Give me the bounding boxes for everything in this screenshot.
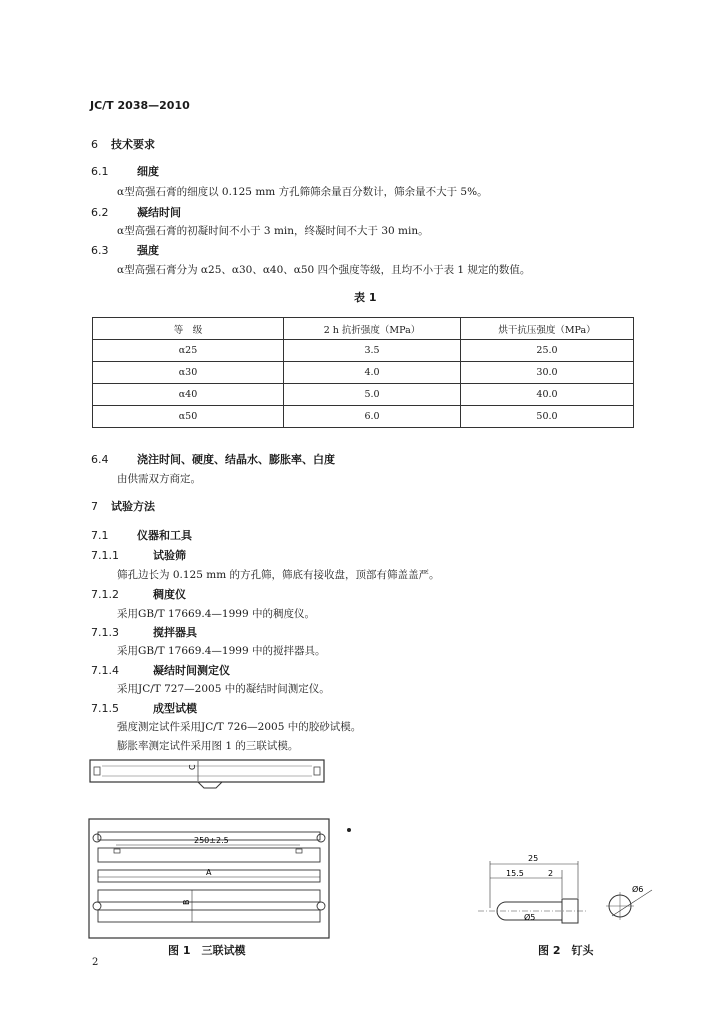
table-header-row: [93, 318, 634, 340]
section-7-1-5-heading: 7.1.5 成型试模: [91, 702, 197, 715]
section-6-4-heading: 6.4 浇注时间、硬度、结晶水、膨胀率、白度: [91, 453, 335, 466]
section-7-1-4-heading: 7.1.4 凝结时间测定仪: [91, 664, 230, 677]
section-7-1-2-heading: 7.1.2 稠度仪: [91, 588, 186, 601]
section-6-1-heading: 6.1 细度: [91, 165, 159, 178]
table-header-cell: 烘干抗压强度（MPa）: [461, 318, 634, 340]
table-cell: α50: [93, 406, 284, 428]
figure-1-label-b: B: [182, 899, 191, 905]
section-7-1-heading: 7.1 仪器和工具: [91, 529, 192, 542]
table-row: [93, 362, 634, 384]
section-6-1-text: α型高强石膏的细度以 0.125 mm 方孔筛筛余量百分数计，筛余量不大于 5%。: [117, 186, 488, 198]
section-6-3-heading: 6.3 强度: [91, 244, 159, 257]
figure-1-elevation: [88, 756, 328, 792]
section-6-3-text: α型高强石膏分为 α25、α30、α40、α50 四个强度等级，且均不小于表 1 规定的数值。: [117, 264, 531, 276]
section-7-1-1-heading: 7.1.1 试验筛: [91, 549, 186, 562]
page-number: 2: [92, 957, 99, 968]
section-7-1-3-heading: 7.1.3 搅拌器具: [91, 626, 197, 639]
figure-2-dim-2: 2: [548, 869, 554, 878]
table-cell: 3.5: [284, 340, 461, 362]
section-7-1-4-text: 采用JC/T 727—2005 中的凝结时间测定仪。: [117, 683, 330, 695]
section-7-1-3-text: 采用GB/T 17669.4—1999 中的搅拌器具。: [117, 645, 326, 657]
table-cell: 40.0: [461, 384, 634, 406]
table-cell: α40: [93, 384, 284, 406]
table-cell: 6.0: [284, 406, 461, 428]
figure-1-label-c: C: [188, 764, 197, 770]
table-row: [93, 384, 634, 406]
table-1: [92, 317, 634, 428]
figure-2-caption: 图 2 钉头: [538, 944, 594, 957]
table-row: [93, 340, 634, 362]
figure-2-dim-d6: Ø6: [632, 885, 644, 894]
section-6-2-heading: 6.2 凝结时间: [91, 206, 181, 219]
section-6-4-text: 由供需双方商定。: [117, 473, 201, 485]
section-6-2-text: α型高强石膏的初凝时间不小于 3 min，终凝时间不大于 30 min。: [117, 225, 429, 237]
speck: [347, 828, 351, 832]
section-7-1-5-text-1: 强度测定试件采用JC/T 726—2005 中的胶砂试模。: [117, 721, 362, 733]
table-cell: α25: [93, 340, 284, 362]
table-cell: 4.0: [284, 362, 461, 384]
section-7-1-1-text: 筛孔边长为 0.125 mm 的方孔筛，筛底有接收盘，顶部有筛盖盖严。: [117, 569, 440, 581]
table-cell: α30: [93, 362, 284, 384]
table-row: [93, 406, 634, 428]
section-7-heading: 7 试验方法: [91, 500, 155, 513]
table-header-cell: 2 h 抗折强度（MPa）: [284, 318, 461, 340]
table-cell: 25.0: [461, 340, 634, 362]
section-7-1-2-text: 采用GB/T 17669.4—1999 中的稠度仪。: [117, 608, 315, 620]
table-cell: 5.0: [284, 384, 461, 406]
figure-2-dim-head: 15.5: [506, 869, 524, 878]
section-6-heading: 6 技术要求: [91, 138, 155, 151]
section-7-1-5-text-2: 膨胀率测定试件采用图 1 的三联试模。: [117, 740, 299, 752]
table-header-cell: 等 级: [93, 318, 284, 340]
figure-1-caption: 图 1 三联试模: [168, 944, 246, 957]
figure-2-drawing: [474, 850, 660, 930]
figure-1-plan-view: [88, 818, 332, 940]
table-1-title: 表 1: [354, 291, 377, 304]
figure-1-label-a: A: [206, 868, 212, 877]
figure-2-dim-total: 25: [528, 854, 539, 863]
figure-1-label-length: 250±2.5: [194, 836, 229, 845]
standard-code: JC/T 2038—2010: [90, 99, 190, 112]
figure-2-dim-d5: Ø5: [524, 913, 536, 922]
table-cell: 50.0: [461, 406, 634, 428]
table-cell: 30.0: [461, 362, 634, 384]
